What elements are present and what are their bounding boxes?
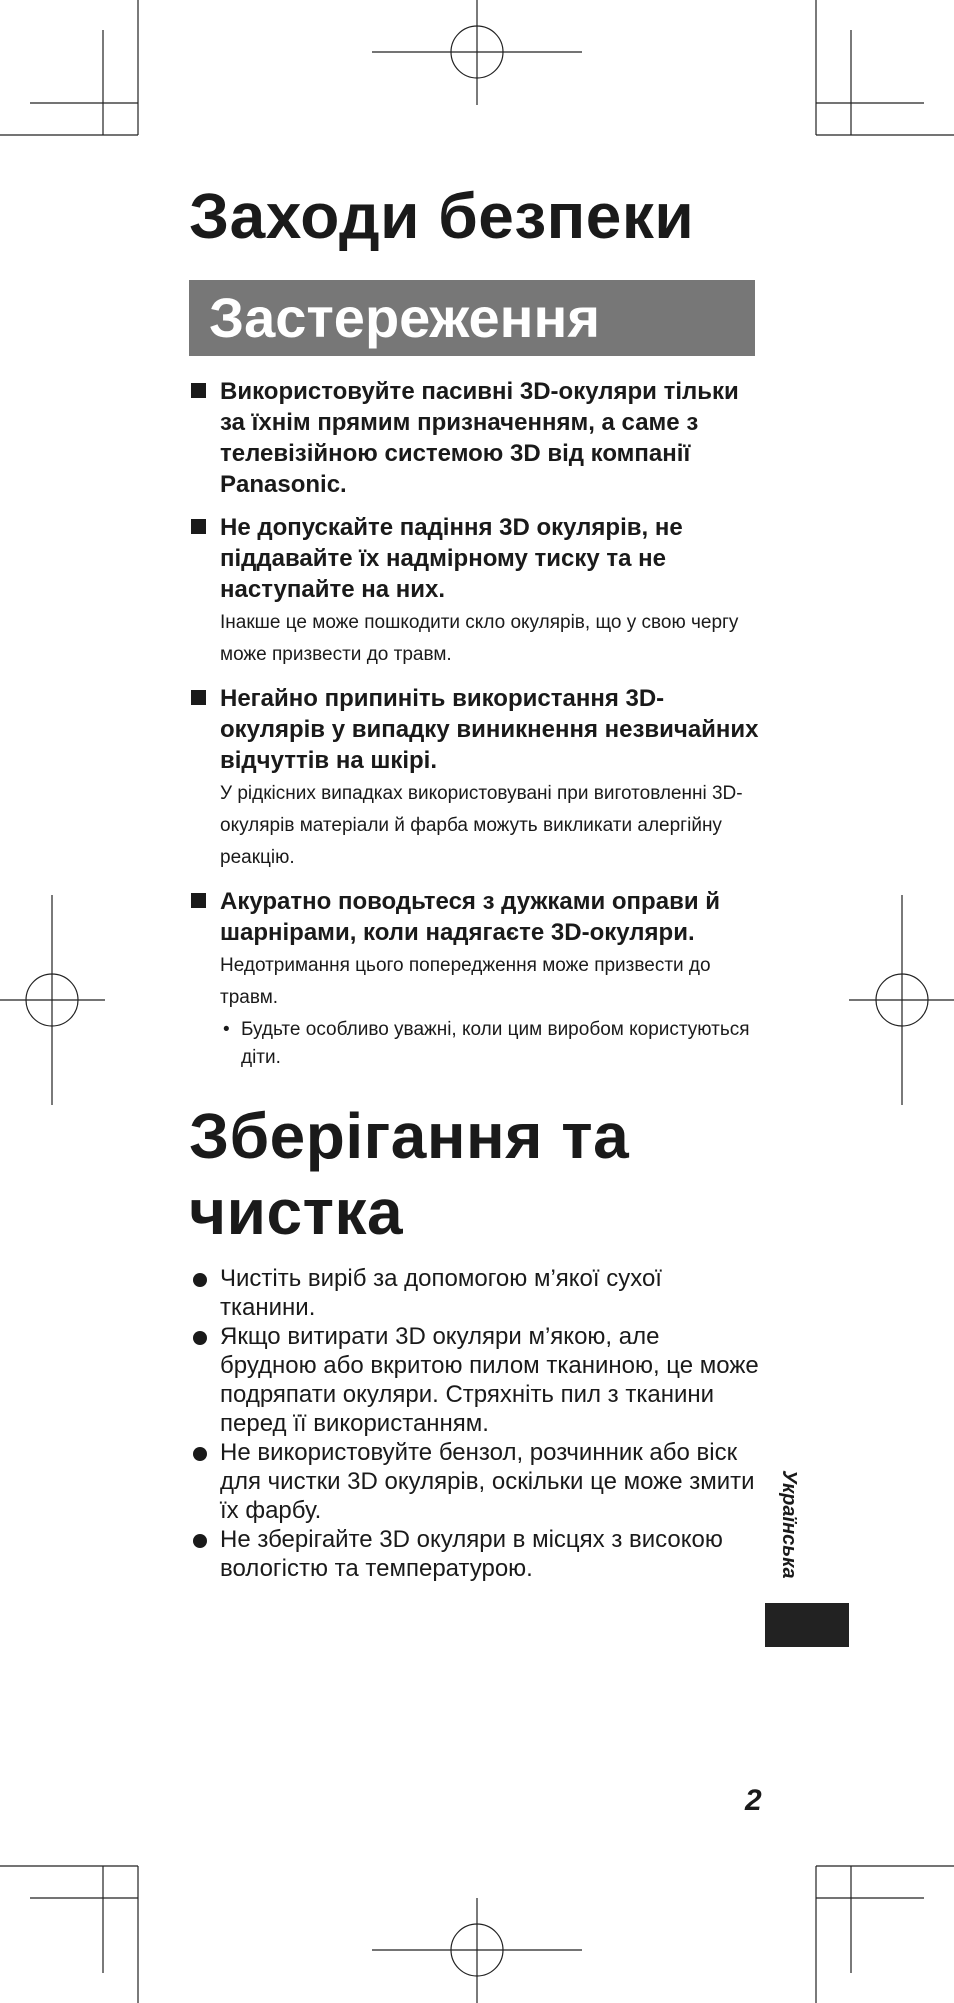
square-bullet-icon [191, 690, 206, 705]
language-label: Українська [778, 1470, 800, 1579]
warning-note-text: Будьте особливо уважні, коли цим виробом користуються діти. [241, 1019, 750, 1068]
language-tab-marker [765, 1603, 849, 1647]
warning-item [189, 683, 759, 874]
warning-title: Використовуйте пасивні 3D-окуляри тільки за їхнім прямим призначенням, а саме з телевізійною системою 3D від компанії Panasonic. [220, 378, 739, 498]
warning-title: Негайно припиніть використання 3D-окулярів у випадку виникнення незвичайних відчуттів на шкірі. [220, 685, 759, 774]
warning-body: Інакше це може пошкодити скло окулярів, що у свою чергу може призвести до травм. [220, 612, 739, 665]
page-title: Заходи безпеки [189, 180, 695, 252]
warning-item [189, 886, 759, 1072]
square-bullet-icon [191, 383, 206, 398]
dot-bullet-icon: • [223, 1019, 230, 1040]
round-bullet-icon [193, 1331, 207, 1345]
warning-note [220, 1016, 759, 1072]
page-content [189, 178, 759, 1583]
round-bullet-icon [193, 1534, 207, 1548]
list-item [189, 1438, 759, 1525]
list-item [189, 1264, 759, 1322]
list-item [189, 1322, 759, 1438]
square-bullet-icon [191, 519, 206, 534]
section-banner: Застереження [189, 280, 755, 356]
square-bullet-icon [191, 893, 206, 908]
list-item-text: Не використовуйте бензол, розчинник або віск для чистки 3D окулярів, оскільки це може змити їх фарбу. [220, 1439, 755, 1524]
storage-list [189, 1264, 759, 1583]
warning-item [189, 376, 759, 500]
warning-body: У рідкісних випадках використовувані при виготовленні 3D-окулярів матеріали й фарба можуть викликати алергійну реакцію. [220, 783, 743, 868]
list-item [189, 1525, 759, 1583]
list-item-text: Чистіть виріб за допомогою м’якої сухої тканини. [220, 1265, 662, 1321]
language-tab [755, 1470, 825, 1590]
warnings-list [189, 376, 759, 1072]
storage-title: Зберігання та чистка [189, 1100, 630, 1248]
round-bullet-icon [193, 1447, 207, 1461]
warning-title: Не допускайте падіння 3D окулярів, не піддавайте їх надмірному тиску та не наступайте на них. [220, 514, 683, 603]
warning-item [189, 512, 759, 671]
list-item-text: Якщо витирати 3D окуляри м’якою, але брудною або вкритою пилом тканиною, це може подряпати окуляри. Стряхніть пил з тканини перед її використанням. [220, 1323, 759, 1437]
page-number: 2 [745, 1784, 762, 1817]
list-item-text: Не зберігайте 3D окуляри в місцях з високою вологістю та температурою. [220, 1526, 723, 1582]
warning-title: Акуратно поводьтеся з дужками оправи й шарнірами, коли надягаєте 3D-окуляри. [220, 888, 720, 946]
warning-body: Недотримання цього попередження може призвести до травм. [220, 955, 711, 1008]
round-bullet-icon [193, 1273, 207, 1287]
